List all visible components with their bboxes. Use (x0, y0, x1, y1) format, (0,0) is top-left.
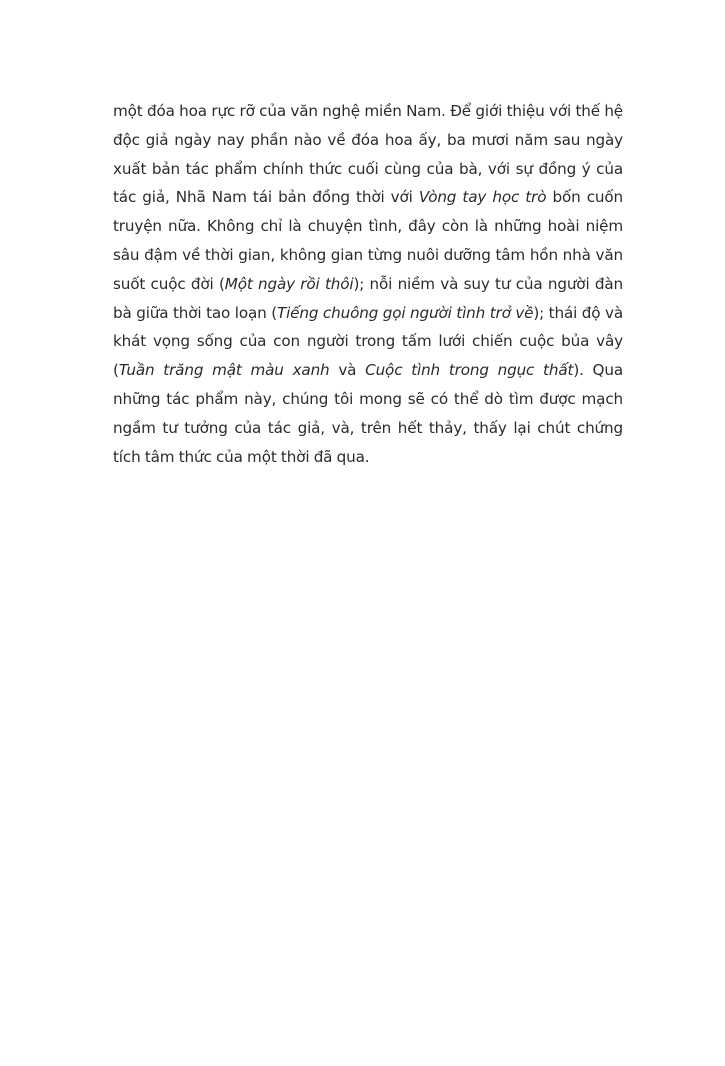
book-title-vong-tay-hoc-tro: Vòng tay học trò (418, 188, 547, 207)
text-run: ); nỗi niềm và suy tư của người đàn bà giữa thời tao loạn ( (113, 274, 623, 322)
text-run: ); thái độ và khát vọng sống của con người trong tấm lưới chiến cuộc bủa vây ( (113, 303, 623, 380)
text-run: ). Qua những tác phẩm này, chúng tôi mong sẽ có thể dò tìm được mạch ngầm tư tưởng của tác giả, và, trên hết thảy, thấy lại chút chứng tích tâm thức của một thời đã qua. (113, 361, 623, 466)
book-title-cuoc-tinh-trong-nguc-that: Cuộc tình trong ngục thất (365, 361, 574, 380)
text-run: và (329, 361, 366, 380)
book-title-tieng-chuong-goi-nguoi-tinh-tro-ve: Tiếng chuông gọi người tình trở về (276, 303, 534, 322)
book-title-mot-ngay-roi-thoi: Một ngày rồi thôi (224, 274, 354, 293)
body-paragraph (113, 97, 623, 471)
book-title-tuan-trang-mat-mau-xanh: Tuần trăng mật màu xanh (118, 361, 330, 380)
text-run: bốn cuốn truyện nữa. Không chỉ là chuyện tình, đây còn là những hoài niệm sâu đậm về thời gian, không gian từng nuôi dưỡng tâm hồn nhà văn suốt cuộc đời ( (113, 188, 623, 293)
text-run: một đóa hoa rực rỡ của văn nghệ miền Nam. Để giới thiệu với thế hệ độc giả ngày nay phần nào về đóa hoa ấy, ba mươi năm sau ngày xuất bản tác phẩm chính thức cuối cùng của bà, với sự đồng ý của tác giả, Nhã Nam tái bản đồng thời với (113, 102, 623, 207)
